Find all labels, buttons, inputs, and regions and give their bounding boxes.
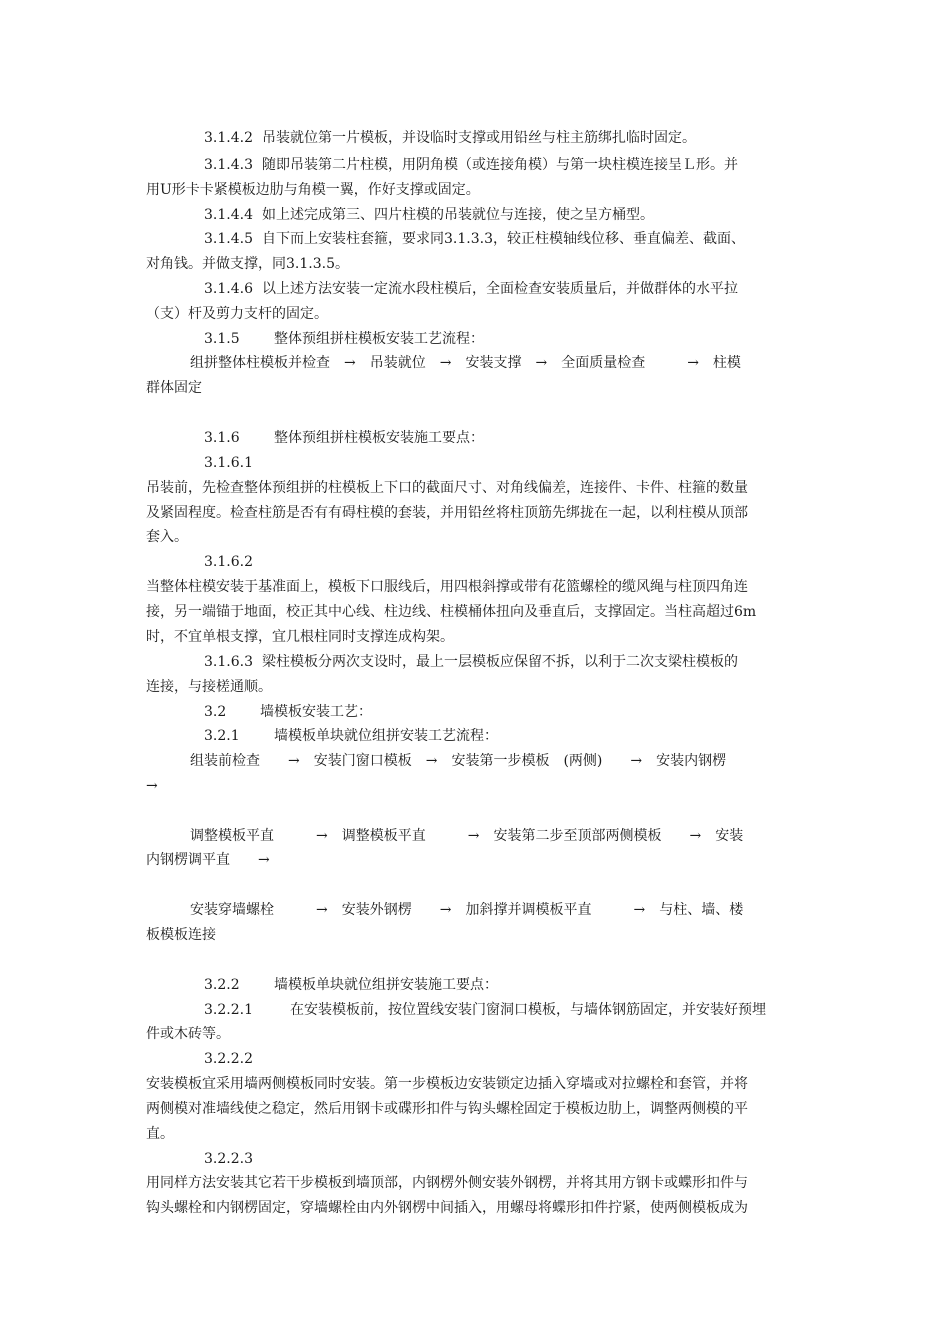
clause-number: 3.1.6.3 — [204, 654, 253, 670]
flow-line: 组装前检查 → 安装门窗口模板 → 安装第一步模板 (两侧) → 安装内钢楞 — [190, 753, 727, 769]
paragraph-line: 两侧模对准墙线使之稳定，然后用钢卡或碟形扣件与钩头螺栓固定于模板边肋上，调整两侧模的平 — [146, 1101, 748, 1117]
clause-text: 吊装就位第一片模板，并设临时支撑或用铅丝与柱主筋绑扎临时固定。 — [262, 130, 696, 146]
clause-text: 整体预组拼柱模板安装工艺流程： — [274, 331, 484, 347]
paragraph-line: 吊装前，先检查整体预组拼的柱模板上下口的截面尺寸、对角线偏差，连接件、卡件、柱箍的数量 — [146, 480, 748, 496]
paragraph-line: 接，另一端锚于地面，校正其中心线、柱边线、柱模桶体扭向及垂直后，支撑固定。当柱高超过6m — [146, 604, 757, 620]
clause-text: 在安装模板前，按位置线安装门窗洞口模板，与墙体钢筋固定，并安装好预埋 — [290, 1002, 766, 1018]
paragraph-line: 当整体柱模安装于基准面上，模板下口服线后，用四根斜撑或带有花篮螺栓的缆风绳与柱顶四角连 — [146, 579, 748, 595]
paragraph-line: 直。 — [146, 1126, 174, 1142]
paragraph-line: 用同样方法安装其它若干步模板到墙顶部，内钢楞外侧安装外钢楞，并将其用方钢卡或蝶形扣件与 — [146, 1175, 748, 1191]
clause-number: 3.2.1 — [204, 728, 240, 744]
flow-line: 群体固定 — [146, 380, 202, 396]
paragraph-line: （支）杆及剪力支杆的固定。 — [146, 306, 328, 322]
paragraph-line: 套入。 — [146, 529, 188, 545]
clause-3-2-2 — [204, 975, 498, 995]
paragraph-line: 安装模板宜采用墙两侧模板同时安装。第一步模板边安装锁定边插入穿墙或对拉螺栓和套管，并将 — [146, 1076, 748, 1092]
clause-3-2 — [204, 702, 372, 722]
clause-number: 3.1.4.4 — [204, 207, 253, 223]
clause-text: 自下而上安装柱套箍，要求同3.1.3.3，较正柱模轴线位移、垂直偏差、截面、 — [262, 231, 745, 247]
flow-line: 板模板连接 — [146, 927, 216, 943]
clause-number: 3.1.4.3 — [204, 157, 253, 173]
clause-number: 3.2.2 — [204, 977, 240, 993]
paragraph-line: 钩头螺栓和内钢楞固定，穿墙螺栓由内外钢楞中间插入，用螺母将蝶形扣件拧紧，使两侧模板成为 — [146, 1200, 748, 1216]
clause-number: 3.2.2.2 — [204, 1051, 253, 1067]
flow-line: 调整模板平直 → 调整模板平直 → 安装第二步至顶部两侧模板 → 安装 — [190, 828, 744, 844]
flow-line: → — [146, 778, 158, 794]
clause-text: 以上述方法安装一定流水段柱模后，全面检查安装质量后，并做群体的水平拉 — [262, 281, 738, 297]
clause-number: 3.2.2.3 — [204, 1151, 253, 1167]
clause-number: 3.1.6.2 — [204, 554, 253, 570]
clause-number: 3.1.6.1 — [204, 455, 253, 471]
clause-3-1-6 — [204, 428, 484, 448]
paragraph-line: 对角钱。并做支撑，同3.1.3.5。 — [146, 256, 349, 272]
clause-number: 3.2 — [204, 704, 227, 720]
clause-number: 3.1.6 — [204, 430, 240, 446]
clause-text: 墙模板安装工艺： — [260, 704, 372, 720]
clause-3-2-1 — [204, 726, 498, 746]
clause-text: 墙模板单块就位组拼安装施工要点： — [274, 977, 498, 993]
flow-line: 内钢楞调平直 → — [146, 852, 270, 868]
clause-number: 3.1.5 — [204, 331, 240, 347]
clause-text: 整体预组拼柱模板安装施工要点： — [274, 430, 484, 446]
clause-number: 3.2.2.1 — [204, 1002, 253, 1018]
clause-number: 3.1.4.5 — [204, 231, 253, 247]
paragraph-line: 件或木砖等。 — [146, 1026, 230, 1042]
paragraph-line: 用U形卡卡紧模板边肋与角模一翼，作好支撑或固定。 — [146, 182, 480, 198]
paragraph-line: 连接，与接槎通顺。 — [146, 679, 272, 695]
clause-text: 随即吊装第二片柱模，用阴角模（或连接角模）与第一块柱模连接呈Ｌ形。并 — [262, 157, 738, 173]
clause-3-1-6-3 — [204, 652, 738, 672]
clause-3-1-4-5 — [204, 229, 745, 249]
clause-3-1-4-3 — [204, 155, 738, 175]
clause-number: 3.1.4.6 — [204, 281, 253, 297]
clause-text: 如上述完成第三、四片柱模的吊装就位与连接，使之呈方桶型。 — [262, 207, 654, 223]
clause-3-1-4-4 — [204, 205, 654, 225]
clause-3-2-2-1 — [204, 1000, 766, 1020]
flow-line: 组拼整体柱模板并检查 → 吊装就位 → 安装支撑 → 全面质量检查 → 柱模 — [190, 355, 741, 371]
clause-3-1-4-2 — [204, 128, 696, 148]
flow-line: 安装穿墙螺栓 → 安装外钢楞 → 加斜撑并调模板平直 → 与柱、墙、楼 — [190, 902, 744, 918]
paragraph-line: 时，不宜单根支撑，宜几根柱同时支撑连成构架。 — [146, 629, 454, 645]
clause-text: 墙模板单块就位组拼安装工艺流程： — [274, 728, 498, 744]
paragraph-line: 及紧固程度。检查柱筋是否有有碍柱模的套装，并用铅丝将柱顶筋先绑拢在一起，以利柱模从顶部 — [146, 505, 748, 521]
clause-3-1-4-6 — [204, 279, 738, 299]
clause-number: 3.1.4.2 — [204, 130, 253, 146]
clause-3-1-5 — [204, 329, 484, 349]
clause-text: 梁柱模板分两次支设时，最上一层模板应保留不拆，以利于二次支梁柱模板的 — [262, 654, 738, 670]
